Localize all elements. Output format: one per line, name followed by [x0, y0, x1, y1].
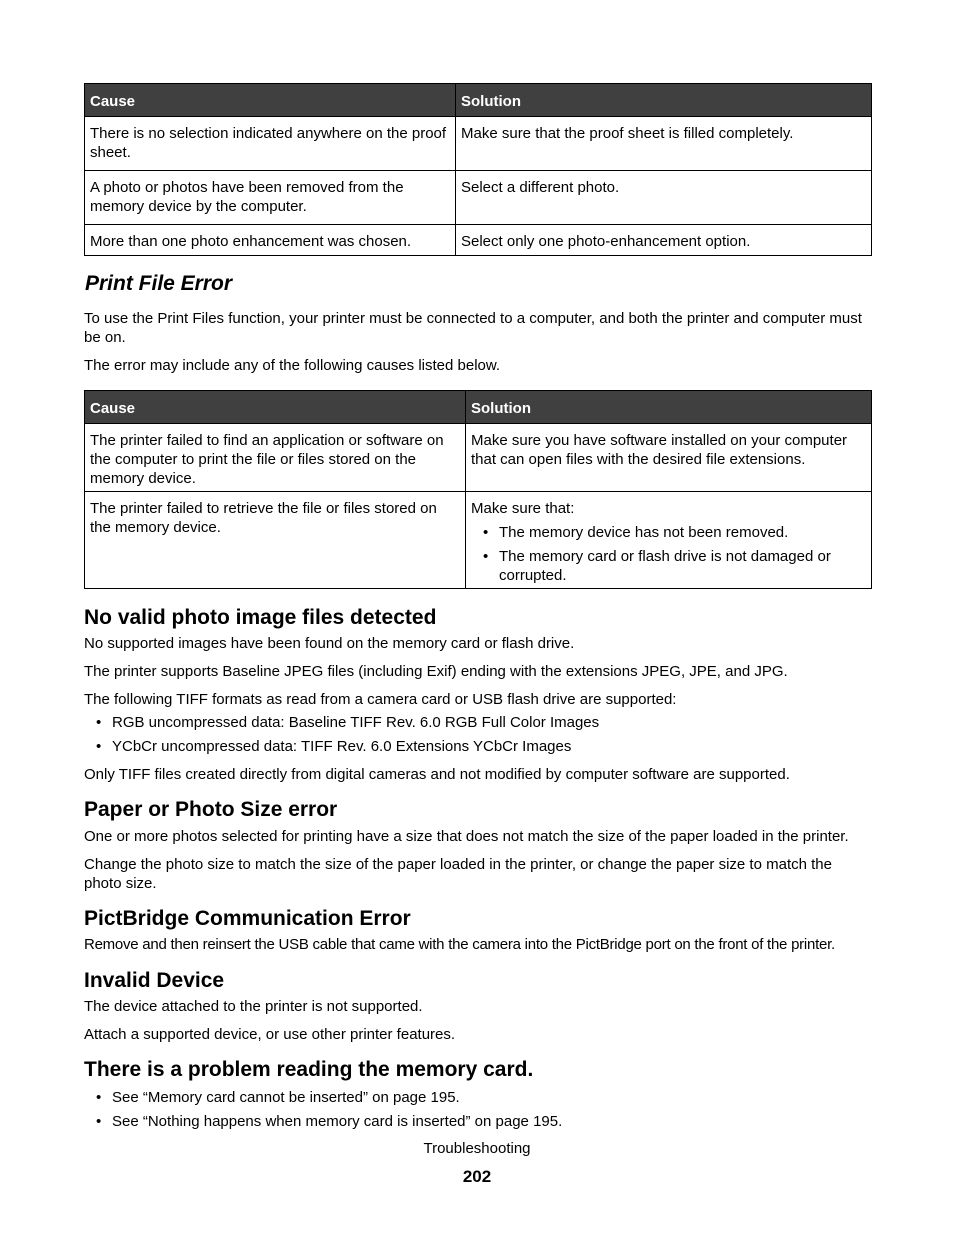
table-cell-solution: Select only one photo-enhancement option. — [456, 225, 872, 256]
section-title-no-valid-files: No valid photo image files detected — [84, 606, 437, 629]
paragraph: One or more photos selected for printing have a size that does not match the size of the paper loaded in the printer. — [84, 828, 849, 845]
table-header-row — [85, 391, 872, 424]
table-row — [85, 492, 872, 589]
section-title-print-file-error: Print File Error — [85, 272, 233, 295]
footer-section-name: Troubleshooting — [423, 1140, 531, 1157]
bullet-icon: • — [96, 1113, 102, 1130]
bullet-icon: • — [483, 548, 489, 565]
tiff-format-list — [84, 713, 871, 756]
list-item: • The memory device has not been removed. — [483, 524, 789, 541]
paragraph: Only TIFF files created directly from digital cameras and not modified by computer software are supported. — [84, 766, 790, 783]
table-cell-cause: More than one photo enhancement was chosen. — [85, 225, 456, 256]
table-cell-solution — [466, 492, 872, 589]
table-row — [85, 424, 872, 492]
page-content — [84, 83, 871, 1131]
table-header-cause: Cause — [85, 84, 456, 117]
paragraph: Attach a supported device, or use other printer features. — [84, 1026, 456, 1043]
solution-intro: Make sure that: — [471, 500, 575, 517]
solution-list — [471, 523, 866, 585]
table-row — [85, 117, 872, 171]
section-title-memory-card: There is a problem reading the memory card. — [84, 1058, 534, 1081]
section-title-pictbridge: PictBridge Communication Error — [84, 907, 411, 930]
section-title-paper-size: Paper or Photo Size error — [84, 798, 338, 821]
list-item: • The memory card or flash drive is not damaged or corrupted. — [483, 548, 831, 584]
table-header-solution: Solution — [456, 84, 872, 117]
table-header-row — [85, 84, 872, 117]
table-header-cause: Cause — [85, 391, 466, 424]
table-header-solution: Solution — [466, 391, 872, 424]
table-row — [85, 225, 872, 256]
list-item: • RGB uncompressed data: Baseline TIFF Rev. 6.0 RGB Full Color Images — [96, 714, 600, 731]
paragraph: To use the Print Files function, your printer must be connected to a computer, and both the printer and computer must be on. — [84, 310, 862, 346]
table-cell-solution: Select a different photo. — [456, 171, 872, 225]
table-cell-cause: There is no selection indicated anywhere on the proof sheet. — [85, 117, 456, 171]
table-print-file-causes — [84, 390, 872, 589]
table-row — [85, 171, 872, 225]
list-item: • YCbCr uncompressed data: TIFF Rev. 6.0 Extensions YCbCr Images — [96, 738, 572, 755]
footer-page-number: 202 — [462, 1167, 492, 1186]
table-cell-cause: A photo or photos have been removed from the memory device by the computer. — [85, 171, 456, 225]
bullet-icon: • — [96, 1089, 102, 1106]
paragraph: Remove and then reinsert the USB cable that came with the camera into the PictBridge port on the front of the printer. — [84, 936, 835, 953]
paragraph: The printer supports Baseline JPEG files (including Exif) ending with the extensions JPEG, JPE, and JPG. — [84, 663, 788, 680]
paragraph: The following TIFF formats as read from a camera card or USB flash drive are supported: — [84, 691, 677, 708]
bullet-icon: • — [483, 524, 489, 541]
table-cell-solution: Make sure you have software installed on your computer that can open files with the desired file extensions. — [466, 424, 872, 492]
list-item: • See “Memory card cannot be inserted” on page 195. — [96, 1089, 460, 1106]
table-cell-cause: The printer failed to retrieve the file or files stored on the memory device. — [85, 492, 466, 589]
table-cell-cause: The printer failed to find an application or software on the computer to print the file or files stored on the memory device. — [85, 424, 466, 492]
paragraph: Change the photo size to match the size of the paper loaded in the printer, or change the paper size to match the photo size. — [84, 856, 832, 892]
paragraph: No supported images have been found on the memory card or flash drive. — [84, 635, 575, 652]
paragraph: The error may include any of the following causes listed below. — [84, 357, 501, 374]
memory-card-list — [84, 1088, 871, 1131]
paragraph: The device attached to the printer is not supported. — [84, 998, 423, 1015]
table-proof-sheet-causes — [84, 83, 872, 256]
bullet-icon: • — [96, 714, 102, 731]
list-item: • See “Nothing happens when memory card is inserted” on page 195. — [96, 1113, 563, 1130]
table-cell-solution: Make sure that the proof sheet is filled completely. — [456, 117, 872, 171]
bullet-icon: • — [96, 738, 102, 755]
section-title-invalid-device: Invalid Device — [84, 969, 225, 992]
